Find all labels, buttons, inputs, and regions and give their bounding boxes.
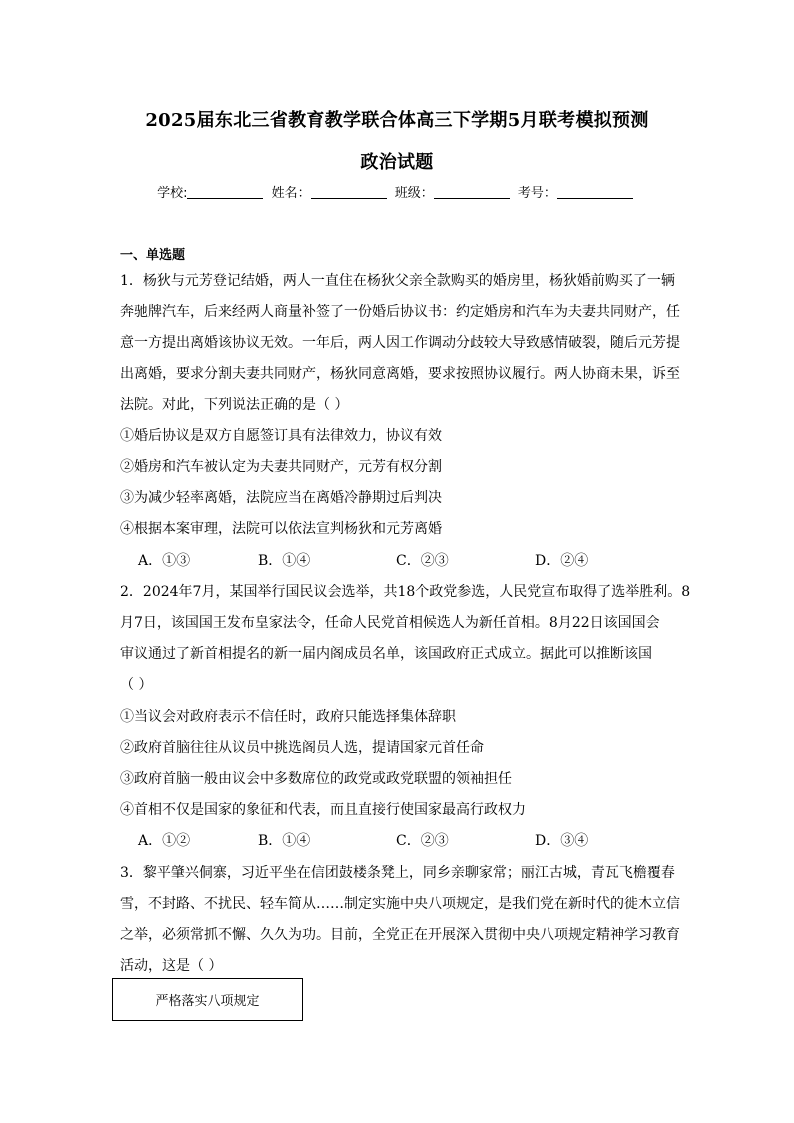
q2-statement: ①当议会对政府表示不信任时，政府只能选择集体辞职 xyxy=(120,709,456,725)
q1-statement: ③为减少轻率离婚，法院应当在离婚冷静期过后判决 xyxy=(120,490,442,506)
q3-line: 3．黎平肇兴侗寨，习近平坐在信团鼓楼条凳上，同乡亲聊家常；丽江古城，青瓦飞檐覆春 xyxy=(120,865,675,881)
q2-statement: ④首相不仅是国家的象征和代表，而且直接行使国家最高行政权力 xyxy=(120,802,526,818)
q2-line: （ ） xyxy=(120,677,153,693)
school-blank[interactable] xyxy=(187,186,263,199)
q2-line: 2．2024年7月，某国举行国民议会选举，共18个政党参选，人民党宣布取得了选举胜利。8 xyxy=(120,584,691,600)
q1-line: 奔驰牌汽车，后来经两人商量补签了一份婚后协议书：约定婚房和汽车为夫妻共同财产，任 xyxy=(120,304,680,320)
q3-boxed-text: 严格落实八项规定 xyxy=(112,978,303,1021)
q2-option-d[interactable]: D．③④ xyxy=(535,833,589,849)
q1-line: 出离婚，要求分割夫妻共同财产，杨狄同意离婚，要求按照协议履行。两人协商未果，诉至 xyxy=(120,366,680,382)
q2-line: 审议通过了新首相提名的新一届内阁成员名单，该国政府正式成立。据此可以推断该国 xyxy=(120,646,652,662)
q2-option-a[interactable]: A．①② xyxy=(138,833,191,849)
q2-statement: ②政府首脑往往从议员中挑选阁员人选，提请国家元首任命 xyxy=(120,740,484,756)
q2-option-b[interactable]: B．①④ xyxy=(258,833,311,849)
school-label: 学校: xyxy=(157,186,188,201)
q1-statement: ④根据本案审理，法院可以依法宣判杨狄和元芳离婚 xyxy=(120,521,442,537)
name-label: 姓名： xyxy=(271,186,311,201)
student-info-line xyxy=(0,182,794,201)
section-heading: 一、单选题 xyxy=(120,248,186,263)
class-blank[interactable] xyxy=(434,186,510,199)
q3-line: 之举，必须常抓不懈、久久为功。目前，全党正在开展深入贯彻中央八项规定精神学习教育 xyxy=(120,927,680,943)
q2-statement: ③政府首脑一般由议会中多数席位的政党或政党联盟的领袖担任 xyxy=(120,771,512,787)
page-subtitle: 政治试题 xyxy=(360,152,434,173)
exam-number-label: 考号： xyxy=(517,186,557,201)
q1-line: 意一方提出离婚该协议无效。一年后，两人因工作调动分歧较大导致感情破裂，随后元芳提 xyxy=(120,335,680,351)
q3-line: 雪，不封路、不扰民、轻车简从……制定实施中央八项规定，是我们党在新时代的徙木立信 xyxy=(120,896,680,912)
q1-statement: ①婚后协议是双方自愿签订具有法律效力，协议有效 xyxy=(120,428,442,444)
class-label: 班级： xyxy=(394,186,434,201)
exam-number-blank[interactable] xyxy=(557,186,633,199)
q3-line: 活动，这是（ ） xyxy=(120,958,223,974)
q2-line: 月7日，该国国王发布皇家法令，任命人民党首相候选人为新任首相。8月22日该国国会 xyxy=(120,615,660,631)
q1-line: 法院。对此，下列说法正确的是（ ） xyxy=(120,397,349,413)
q1-line: 1．杨狄与元芳登记结婚，两人一直住在杨狄父亲全款购买的婚房里，杨狄婚前购买了一辆 xyxy=(120,273,675,289)
q1-option-d[interactable]: D．②④ xyxy=(535,553,589,569)
q1-option-b[interactable]: B．①④ xyxy=(258,553,311,569)
q1-option-a[interactable]: A．①③ xyxy=(138,553,191,569)
name-blank[interactable] xyxy=(311,186,387,199)
q2-option-c[interactable]: C．②③ xyxy=(396,833,449,849)
q1-option-c[interactable]: C．②③ xyxy=(396,553,449,569)
page-title: 2025届东北三省教育教学联合体高三下学期5月联考模拟预测 xyxy=(145,110,649,131)
q1-statement: ②婚房和汽车被认定为夫妻共同财产，元芳有权分割 xyxy=(120,459,442,475)
